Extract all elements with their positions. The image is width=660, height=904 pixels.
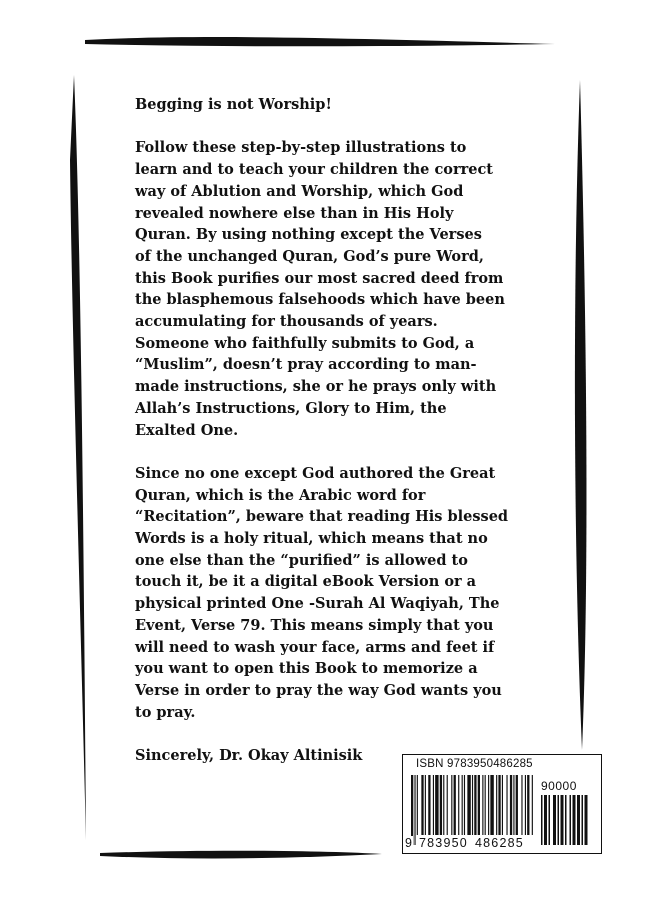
barcode-bar (478, 775, 480, 835)
barcode-addon-bar (549, 795, 551, 845)
barcode-addon-bar (570, 795, 572, 845)
barcode-bar (516, 775, 518, 835)
barcode-addon-bar (585, 795, 588, 845)
barcode-addon-bar (541, 795, 543, 845)
barcode-addon-bar (582, 795, 584, 845)
barcode-bar (496, 775, 497, 835)
barcode-bar (458, 775, 459, 835)
barcode-bar (482, 775, 483, 835)
barcode-bar (510, 775, 512, 835)
letter-text (135, 94, 545, 767)
barcode-bar (467, 775, 470, 835)
isbn-barcode (402, 754, 602, 854)
barcode-bar (525, 775, 526, 835)
barcode-digit-group-1: 783950 (419, 836, 468, 850)
barcode-bar (414, 775, 415, 845)
barcode-bar (425, 775, 426, 835)
barcode-bar (451, 775, 452, 835)
letter-heading: Begging is not Worship! (135, 96, 332, 113)
barcode-bar (490, 775, 493, 835)
barcode-addon-bar (558, 795, 560, 845)
barcode-bar (447, 775, 448, 835)
barcode-addon-bar (553, 795, 556, 845)
barcode-bar (428, 775, 430, 835)
top-brush-stroke (85, 37, 555, 46)
barcode-bar (506, 775, 507, 835)
barcode-bar (440, 775, 442, 835)
barcode-bar (454, 775, 456, 835)
barcode-addon-bar (573, 795, 576, 845)
letter-signature: Sincerely, Dr. Okay Altinisik (135, 747, 363, 765)
barcode-bar (498, 775, 500, 835)
barcode-addon-bar (565, 795, 567, 845)
barcode-bar (474, 775, 476, 835)
barcode-bar (411, 775, 413, 845)
barcode-bar (472, 775, 473, 835)
barcode-bar (443, 775, 444, 835)
bottom-brush-stroke (100, 851, 382, 859)
isbn-label: ISBN 9783950486285 (416, 758, 533, 770)
letter-paragraph-2: Since no one except God authored the Great Quran, which is the Arabic word for “Recitation”, beware that reading His blessed Words is a holy ritual, which means that no one else than the “purified” is allowed to touch it, be it a digital eBook Version or a physical printed One -Surah Al Waqiyah, The Event, Verse 79. This means simply that you will need to wash your face, arms and feet if you want to open this Book to memorize a Verse in order to pray the way God wants you to pray. (135, 464, 509, 721)
barcode-digit-group-2: 486285 (475, 836, 524, 850)
letter-paragraph-1: Follow these step-by-step illustrations to learn and to teach your children the correct way of Ablution and Worship, which God revealed nowhere else than in His Holy Quran. By using nothing except the Verses of the unchanged Quran, God’s pure Word, this Book purifies our most sacred deed from the blasphemous falsehoods which have been accumulating for thousands of years. Someone who faithfully submits to God, a “Muslim”, doesn’t pray according to man- made instructions, she or he prays only with Allah’s Instructions, Glory to Him, the Exalted One. (135, 139, 505, 439)
barcode-bar (421, 775, 423, 835)
barcode-bar (513, 775, 514, 835)
barcode-bar (532, 775, 533, 835)
barcode-bar (485, 775, 486, 835)
barcode-bar (417, 775, 418, 835)
barcode-addon-bar (544, 795, 547, 845)
barcode-bar (527, 775, 529, 835)
barcode-bar (521, 775, 522, 835)
right-brush-stroke (575, 80, 587, 750)
barcode-bar (502, 775, 503, 835)
barcode-addon-bar (561, 795, 564, 845)
barcode-first-digit: 9 (405, 836, 414, 850)
barcode-bar (433, 775, 434, 835)
barcode-bar (462, 775, 463, 835)
barcode-bar (435, 775, 438, 835)
barcode-addon-bar (577, 795, 580, 845)
barcode-bar (464, 775, 465, 835)
addon-number: 90000 (541, 779, 577, 793)
barcode-bar (488, 775, 489, 835)
left-brush-stroke (70, 75, 86, 840)
